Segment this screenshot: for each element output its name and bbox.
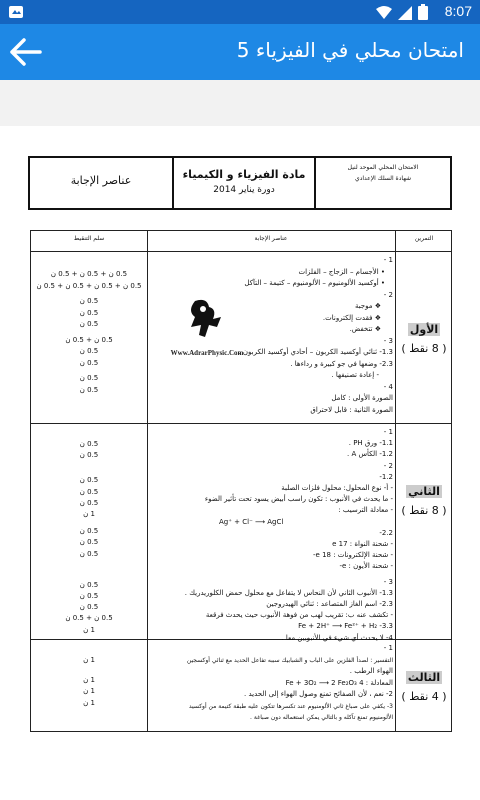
answer-line: ❖ موجبة	[354, 302, 381, 310]
exercise-2-scores	[31, 439, 147, 636]
answer-line: 3 -	[383, 336, 393, 345]
score-line: 1 ن	[83, 625, 95, 634]
answer-line: 2.3- وضعها في جو كبيرة و رداءها .	[290, 359, 393, 368]
exercise-3-label	[397, 671, 451, 703]
site-logo	[161, 297, 253, 367]
answer-line: 2 -	[383, 290, 393, 299]
answer-line: 2- نعم ، لأن الصفائح تمنع وصول الهواء إلى الحديد .	[244, 690, 393, 698]
exercise-3-name: الثالث	[407, 671, 441, 684]
score-line: 0.5 ن	[79, 308, 99, 317]
answer-line: الهواء الرطب .	[349, 667, 393, 675]
exercise-2-label	[397, 485, 451, 517]
score-line: 0.5 ن	[79, 451, 99, 460]
score-line: 0.5 ن	[79, 592, 99, 601]
score-line: 0.5 ن	[79, 374, 99, 382]
header-left-title: عناصر الإجابة	[70, 174, 132, 187]
document-header	[28, 156, 452, 210]
exercise-1-label	[397, 323, 451, 355]
answer-line: 1 -	[383, 428, 393, 436]
score-line: 1 ن	[83, 675, 95, 684]
score-line: 0.5 ن + 0.5 ن + 0.5 ن	[50, 270, 128, 278]
header-exam-info	[314, 158, 450, 208]
wifi-icon	[376, 5, 392, 24]
answer-line: 1 -	[383, 256, 393, 264]
answer-line: ❖ فقدت إلكترونات.	[322, 313, 381, 322]
score-line: 0.5 ن	[79, 358, 99, 367]
answer-line: • أوكسيد الألومنيوم – الألومنيوم – كتيمة – التآكل	[244, 279, 385, 287]
score-line: 0.5 ن	[79, 476, 99, 485]
score-line: 0.5 ن + 0.5 ن + 0.5 ن + 0.5 ن	[36, 281, 142, 290]
answer-line: المعادلة : 4 Fe + 3O₂ ⟶ 2 Fe₂O₃	[285, 678, 393, 687]
column-header-scores: سلم التنقيط	[73, 235, 105, 242]
answer-line: الألومنيوم تمنع تآكله و بالتالي يمكن استعماله دون صباغة .	[250, 714, 393, 721]
answers-table	[30, 230, 452, 732]
answer-line: 1.3- الأنبوب الثاني لأن النحاس لا يتفاعل مع محلول حمض الكلوريدريك .	[184, 588, 393, 597]
answer-line: التفسير : لصدأ الفلزين على الباب و الشبابيك سببه تفاعل الحديد مع ثنائي أوكسجين	[186, 656, 393, 664]
score-line: 0.5 ن	[79, 385, 99, 394]
column-header-exercise: التمرين	[414, 235, 434, 242]
header-subject	[172, 158, 314, 208]
answer-line: ❖ تتخفض.	[349, 325, 381, 333]
app-bar	[0, 24, 480, 80]
signal-icon	[398, 5, 412, 24]
exercise-1-points: ( 8 نقط )	[401, 342, 447, 355]
score-line	[31, 461, 147, 475]
answer-line: 3 -	[383, 577, 393, 586]
exercise-3-answers	[149, 643, 393, 724]
score-line: 0.5 ن	[79, 347, 99, 355]
answer-line: 2.3- اسم الغاز المتصاعد : ثنائي الهيدروجين	[266, 600, 393, 609]
score-line: 0.5 ن	[79, 487, 99, 496]
header-session: دورة يناير 2014	[213, 185, 275, 195]
answer-line: 4- لا يحدث أي شيء في الأنبوبين معا .	[281, 633, 393, 642]
score-line: 1 ن	[83, 687, 95, 695]
column-header-answers: عناصر الإجابة	[254, 235, 288, 242]
score-line: 0.5 ن	[79, 580, 99, 589]
answer-line: 1 -	[383, 644, 393, 652]
score-line: 1 ن	[83, 698, 95, 707]
answer-line: 1.2- الكأس A .	[347, 450, 393, 459]
header-line1: الامتحان المحلي الموحد لنيل	[347, 164, 419, 171]
score-line: 0.5 ن + 0.5 ن	[65, 614, 113, 623]
notification-icon	[8, 4, 24, 24]
exercise-2-answers	[149, 427, 393, 644]
column-divider	[395, 231, 396, 731]
row-divider	[31, 251, 451, 252]
answer-line: 3- يكفي على صباغ ثاني الألومنيوم عند تكسرها تتكون عليه طبقة كتيمة من أوكسيد	[188, 702, 393, 710]
exercise-2-points: ( 8 نقط )	[401, 504, 447, 517]
app-title: امتحان محلي في الفيزياء 5	[236, 38, 464, 62]
answer-line: 1.1- ورق PH .	[348, 439, 393, 448]
header-subject-title: مادة الفيزياء و الكيمياء	[182, 168, 306, 181]
score-line: 0.5 ن	[79, 538, 99, 547]
answer-line: الصورة الثانية : قابل لاحتراق	[310, 405, 393, 414]
answer-line: - تكشف عنه ب: تقريب لهب من فوهة الأنبوب حيث يحدث فرقعة	[205, 611, 393, 620]
score-line: 1 ن	[83, 656, 95, 664]
column-divider	[147, 231, 148, 731]
answer-line: - إعادة تصنيفها .	[331, 371, 379, 379]
score-line: 0.5 ن	[79, 440, 99, 448]
answer-line: 2 -	[383, 461, 393, 470]
score-line: 1 ن	[83, 510, 95, 519]
exercise-3-scores	[31, 655, 147, 709]
score-line	[31, 667, 147, 675]
answer-line: • الأجسام – الزجاج – الفلزات	[298, 267, 385, 276]
answer-line: 2.2-	[379, 528, 393, 537]
answer-line: - شحنة النواة : 17 e	[332, 540, 393, 549]
exercise-1-name: الأول	[409, 323, 439, 336]
answer-line: 3.3- Fe + 2H⁺ ⟶ Fe²⁺ + H₂	[298, 622, 393, 631]
header-answer-elements	[30, 158, 172, 208]
score-line	[31, 560, 147, 580]
row-divider	[31, 423, 451, 424]
exercise-2-name: الثاني	[408, 485, 440, 498]
battery-icon	[418, 4, 428, 24]
answer-line: 4 -	[383, 382, 393, 391]
exercise-3-points: ( 4 نقط )	[401, 690, 447, 703]
exercise-1-scores	[31, 269, 147, 396]
score-line: 0.5 ن	[79, 549, 99, 558]
answer-line: الصورة الأولى : كامل	[331, 394, 393, 402]
score-line: 0.5 ن	[79, 527, 99, 536]
answer-line: 1.2-	[379, 472, 393, 481]
exam-document[interactable]	[0, 126, 480, 800]
score-line: 0.5 ن	[79, 498, 99, 507]
logo-graphic	[161, 297, 253, 351]
answer-line: - ما يحدث في الأنبوب : تكون راسب أبيض يسود تحت تأثير الضوء	[204, 495, 393, 504]
answer-line: - معادلة الترسيب :	[338, 506, 393, 515]
score-line: 0.5 ن	[79, 320, 99, 328]
status-bar	[0, 0, 480, 24]
header-line2: شهادة السلك الإعدادي	[355, 175, 411, 182]
answer-line: - أ- نوع المحلول: محلول فلزات الصلبة	[281, 484, 393, 493]
score-line: 0.5 ن	[79, 297, 99, 305]
back-arrow-icon[interactable]	[8, 36, 44, 68]
answer-line: 1.3- ثنائي أوكسيد الكربون – أحادي أوكسيد الكربون .	[238, 348, 393, 356]
toolbar-spacer	[0, 80, 480, 126]
score-line: 0.5 ن	[79, 603, 99, 612]
answer-line: - شحنة الإلكترونات : 18 e-	[313, 551, 393, 560]
status-time: 8:07	[444, 3, 472, 19]
answer-line: Ag⁺ + Cl⁻ ⟶ AgCl	[219, 517, 284, 526]
logo-text: Www.AdrarPhysic.Com	[170, 349, 244, 357]
score-line: 0.5 ن + 0.5 ن	[65, 335, 113, 344]
answer-line: - شحنة الأيون : e-	[339, 562, 393, 571]
